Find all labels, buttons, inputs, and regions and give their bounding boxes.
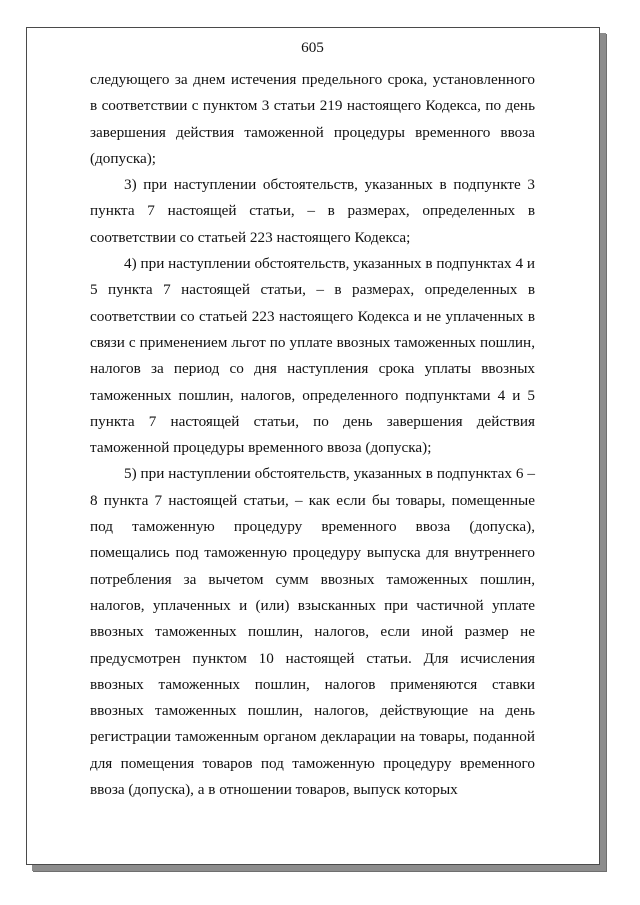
paragraph-subitem-3: 3) при наступлении обстоятельств, указанных в подпункте 3 пункта 7 настоящей статьи, – в размерах, определенных в соответствии со статьей 223 настоящего Кодекса; (90, 176, 535, 246)
paragraph-subitem-5: 5) при наступлении обстоятельств, указанных в подпунктах 6 – 8 пункта 7 настоящей статьи, – как если бы товары, помещенные под таможенную процедуру временного ввоза (допуска), помещались под таможенную процедуру выпуска для внутреннего потребления за вычетом сумм ввозных таможенных пошлин, налогов, уплаченных и (или) взысканных при частичной уплате ввозных таможенных пошлин, налогов, если иной размер не предусмотрен пунктом 10 настоящей статьи. Для исчисления ввозных таможенных пошлин, налогов применяются ставки ввозных таможенных пошлин, налогов, действующие на день регистрации таможенным органом декларации на товары, поданной для помещения товаров под таможенную процедуру временного ввоза (допуска), а в отношении товаров, выпуск которых (90, 465, 535, 799)
paragraph-subitem-4: 4) при наступлении обстоятельств, указанных в подпунктах 4 и 5 пункта 7 настоящей статьи, – в размерах, определенных в соответствии со статьей 223 настоящего Кодекса и не уплаченных в связи с применением льгот по уплате ввозных таможенных пошлин, налогов за период со дня наступления срока уплаты ввозных таможенных пошлин, налогов, определенного подпунктами 4 и 5 пункта 7 настоящей статьи, по день завершения действия таможенной процедуры временного ввоза (допуска); (90, 255, 535, 457)
page-number: 605 (301, 39, 324, 56)
paragraph-continuation: следующего за днем истечения предельного срока, установленного в соответствии с пунктом 3 статьи 219 настоящего Кодекса, по день завершения действия таможенной процедуры временного ввоза (допуска); (90, 71, 535, 167)
page-content (90, 28, 535, 803)
document-page (26, 27, 600, 865)
